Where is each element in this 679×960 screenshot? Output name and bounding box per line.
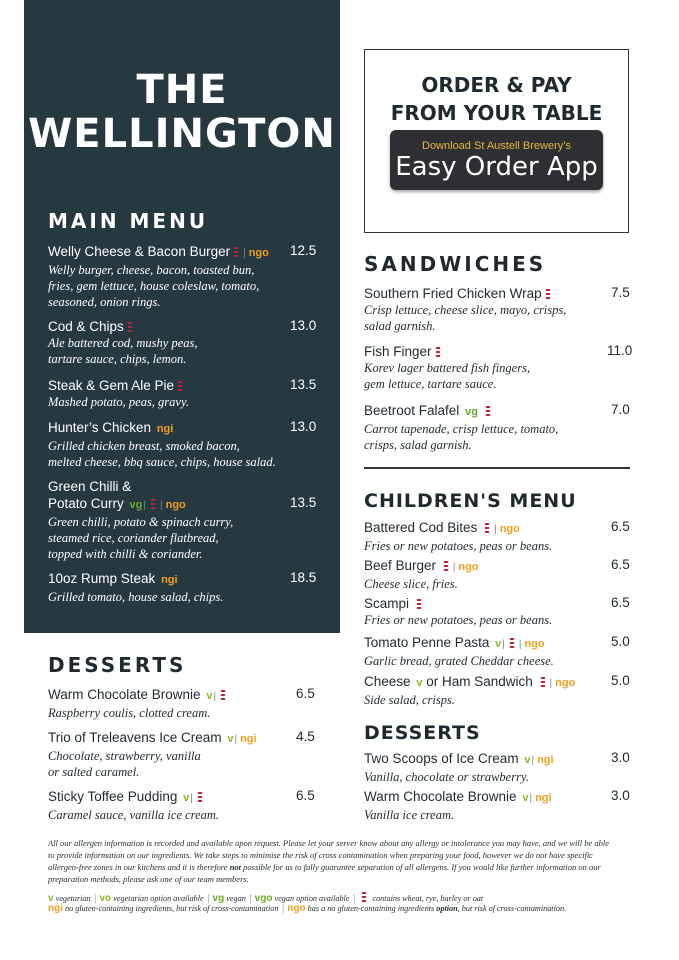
item-price: 6.5 (611, 595, 630, 610)
legend-text: has a no gluten-containing ingredients (307, 904, 437, 913)
wheat-icon (483, 522, 491, 533)
ngi-tag: ngi (240, 733, 257, 745)
allergen-text: to provide information on our ingredients. We take steps to minimise the risk of cross contamination when preparing your food, however we do not have specific (48, 850, 593, 860)
wheat-icon (232, 246, 240, 257)
legend-ngo: ngo (287, 903, 306, 914)
dietary-legend-row-2: ngi no gluten-containing ingredients, but risk of cross-contamination | ngo has a no gluten-containing ingredients option, but risk of cross-contamination. (48, 903, 567, 914)
menu-item: Battered Cod Bites | ngo Fries or new potatoes, peas or beans. (364, 519, 604, 554)
item-desc: Crisp lettuce, cheese slice, mayo, crisps, (364, 303, 567, 317)
allergen-notice (48, 837, 634, 885)
wheat-icon (126, 321, 134, 332)
section-divider (364, 467, 630, 469)
item-desc: Chocolate, strawberry, vanilla (48, 749, 201, 763)
v-tag: v (524, 754, 531, 766)
item-name: 10oz Rump Steak (48, 571, 156, 586)
menu-item: Sticky Toffee Pudding v| Caramel sauce, vanilla ice cream. (48, 788, 293, 823)
menu-item (364, 343, 604, 392)
item-name: Trio of Treleavens Ice Cream (48, 730, 222, 745)
menu-item: Beef Burger | ngo Cheese slice, fries. (364, 557, 604, 592)
wheat-icon (149, 498, 157, 509)
ngi-tag: ngi (156, 423, 174, 435)
menu-item (364, 285, 604, 334)
item-desc: crisps, salad garnish. (364, 438, 472, 452)
item-desc: Mashed potato, peas, gravy. (48, 395, 189, 409)
vg-tag: vg (129, 499, 143, 511)
menu-item (48, 377, 293, 410)
legend-text: vegetarian (55, 894, 91, 903)
v-tag: v (227, 733, 234, 745)
item-name: Two Scoops of Ice Cream (364, 751, 519, 766)
item-desc: Ale battered cod, mushy peas, (48, 336, 198, 350)
item-name: Fish Finger (364, 344, 432, 359)
wheat-icon (442, 560, 450, 571)
item-name: Warm Chocolate Brownie (364, 789, 517, 804)
menu-item: Warm Chocolate Brownie v| Raspberry coulis, clotted cream. (48, 686, 293, 721)
menu-item: Two Scoops of Ice Cream v| ngi Vanilla, chocolate or strawberry. (364, 750, 604, 785)
menu-item (48, 419, 293, 470)
wheat-icon (539, 676, 547, 687)
item-desc: or salted caramel. (48, 765, 140, 779)
v-tag: v (206, 690, 213, 702)
ngi-tag: ngi (161, 574, 178, 586)
wheat-icon (196, 791, 204, 802)
item-desc: Grilled tomato, house salad, chips. (48, 590, 224, 604)
brand-line-2: WELLINGTON (28, 111, 336, 157)
wheat-icon (176, 380, 184, 391)
dietary-legend-row-1: v vegetarian | vo vegetarian option available | vg vegan | vgo vegan option available | contains wheat, rye, barley or oat (48, 893, 484, 904)
v-tag: v (495, 638, 502, 650)
ngo-tag: ngo (165, 499, 186, 511)
ngo-tag: ngo (248, 247, 269, 259)
v-tag: v (183, 792, 190, 804)
allergen-text: All our allergen information is recorded and available upon request. Please let your server know about any allergy or intolerance you may have, and we will be able (48, 838, 609, 848)
legend-v: v (48, 893, 54, 904)
legend-vg: vg (212, 893, 225, 904)
item-name: Warm Chocolate Brownie (48, 687, 201, 702)
menu-item (364, 595, 604, 628)
item-desc: Green chilli, potato & spinach curry, (48, 515, 234, 529)
childrens-desserts-heading: DESSERTS (364, 722, 481, 744)
legend-text: vegan (226, 894, 246, 903)
ngi-tag: ngi (535, 792, 552, 804)
item-price: 11.0 (607, 343, 633, 358)
item-name: Cheese (364, 674, 411, 689)
wheat-icon (415, 598, 423, 609)
item-price: 13.5 (290, 377, 317, 392)
sandwiches-heading: SANDWICHES (364, 252, 547, 276)
item-name: Beef Burger (364, 558, 437, 573)
item-desc: Fries or new potatoes, peas or beans. (364, 613, 553, 627)
easy-order-app-button[interactable] (390, 130, 603, 190)
item-name: Battered Cod Bites (364, 520, 478, 535)
v-tag: v (522, 792, 529, 804)
item-desc: Korev lager battered fish fingers, (364, 361, 531, 375)
menu-item: Tomato Penne Pasta v| | ngo Garlic bread, grated Cheddar cheese. (364, 634, 604, 669)
item-desc: Raspberry coulis, clotted cream. (48, 706, 211, 720)
menu-item (48, 318, 293, 367)
ngo-tag: ngo (499, 523, 520, 535)
legend-text: vegan option available (274, 894, 350, 903)
legend-text: no gluten-containing ingredients, but risk of cross-contamination (65, 904, 279, 913)
item-name: Potato Curry (48, 496, 124, 511)
item-desc: topped with chilli & coriander. (48, 547, 203, 561)
restaurant-name (24, 68, 340, 156)
wheat-icon (484, 405, 492, 416)
legend-text-bold: option (436, 904, 458, 913)
app-download-text: Download St Austell Brewery’s (422, 140, 571, 152)
allergen-text: allergen-free zones in our kitchens and it is therefore (48, 862, 230, 872)
wheat-icon (434, 346, 442, 357)
childrens-menu-heading: CHILDREN'S MENU (364, 490, 577, 512)
item-name: Scampi (364, 596, 410, 611)
item-name: Sticky Toffee Pudding (48, 789, 178, 804)
menu-item: Cheese v or Ham Sandwich | ngo Side salad, crisps. (364, 673, 614, 708)
item-price: 7.0 (611, 402, 630, 417)
ngo-tag: ngo (458, 561, 479, 573)
menu-item: Warm Chocolate Brownie v| ngi Vanilla ice cream. (364, 788, 604, 823)
ngo-tag: ngo (524, 638, 545, 650)
item-name: Hunter’s Chicken (48, 420, 152, 435)
item-desc: Grilled chicken breast, smoked bacon, (48, 439, 240, 453)
item-name: Beetroot Falafel (364, 403, 460, 418)
item-price: 3.0 (611, 788, 630, 803)
order-line-1: ORDER & PAY (421, 73, 572, 97)
allergen-text-bold: not (229, 862, 242, 872)
allergen-text: possible for us to fully guarantee separation of all allergens. If you would like further information on our (241, 862, 601, 872)
item-desc: tartare sauce, chips, lemon. (48, 352, 187, 366)
menu-item: Welly Cheese & Bacon Burger | ngo Welly burger, cheese, bacon, toasted bun, fries, gem lettuce, house coleslaw, tomato, seasoned, onion rings. (48, 243, 293, 310)
legend-vgo: vgo (254, 893, 273, 904)
item-price: 6.5 (611, 519, 630, 534)
item-price: 13.5 (290, 495, 317, 510)
item-desc: Vanilla ice cream. (364, 808, 455, 822)
item-price: 7.5 (611, 285, 630, 300)
item-price: 6.5 (296, 788, 315, 803)
menu-item (48, 570, 293, 605)
item-price: 18.5 (290, 570, 317, 585)
item-price: 4.5 (296, 729, 315, 744)
wheat-icon (360, 891, 368, 902)
menu-item: Trio of Treleavens Ice Cream v| ngi Chocolate, strawberry, vanilla or salted caramel. (48, 729, 293, 780)
wheat-icon (219, 689, 227, 700)
item-desc: Welly burger, cheese, bacon, toasted bun, (48, 263, 255, 277)
item-name: or Ham Sandwich (426, 674, 533, 689)
item-desc: steamed rice, coriander flatbread, (48, 531, 219, 545)
legend-vo: vo (99, 893, 112, 904)
item-desc: seasoned, onion rings. (48, 295, 161, 309)
legend-text: contains wheat, rye, barley or oat (372, 894, 484, 903)
item-desc: gem lettuce, tartare sauce. (364, 377, 497, 391)
legend-ngi: ngi (48, 903, 63, 914)
item-desc: Carrot tapenade, crisp lettuce, tomato, (364, 422, 559, 436)
wheat-icon (508, 637, 516, 648)
menu-item: Green Chilli & Potato Curry vg| | ngo Green chilli, potato & spinach curry, steamed rice, coriander flatbread, topped with chilli & coriander. (48, 478, 293, 562)
item-price: 6.5 (296, 686, 315, 701)
wheat-icon (544, 288, 552, 299)
legend-text: vegetarian option available (113, 894, 204, 903)
vg-tag: vg (465, 406, 478, 418)
item-desc: Caramel sauce, vanilla ice cream. (48, 808, 220, 822)
order-app-box (364, 49, 629, 233)
item-name: Welly Cheese & Bacon Burger (48, 244, 231, 259)
item-name: Southern Fried Chicken Wrap (364, 286, 542, 301)
item-name: Cod & Chips (48, 319, 124, 334)
item-desc: melted cheese, bbq sauce, chips, house salad. (48, 455, 276, 469)
v-tag: v (416, 677, 423, 689)
item-price: 6.5 (611, 557, 630, 572)
menu-item (364, 402, 604, 453)
item-desc: salad garnish. (364, 319, 436, 333)
app-name: Easy Order App (395, 152, 598, 182)
item-price: 13.0 (290, 419, 317, 434)
item-name: Tomato Penne Pasta (364, 635, 490, 650)
item-price: 5.0 (611, 673, 630, 688)
order-line-2: FROM YOUR TABLE (390, 101, 603, 125)
item-desc: Garlic bread, grated Cheddar cheese. (364, 654, 554, 668)
item-price: 3.0 (611, 750, 630, 765)
allergen-text: preparation methods, please ask one of our team members. (48, 874, 249, 884)
item-desc: Fries or new potatoes, peas or beans. (364, 539, 553, 553)
item-price: 13.0 (290, 318, 317, 333)
item-name: Steak & Gem Ale Pie (48, 378, 175, 393)
brand-line-1: THE (136, 67, 228, 113)
item-price: 12.5 (290, 243, 317, 258)
item-desc: Cheese slice, fries. (364, 577, 458, 591)
main-menu-heading: MAIN MENU (48, 209, 209, 233)
desserts-heading: DESSERTS (48, 653, 187, 677)
legend-text: , but risk of cross-contamination. (457, 904, 567, 913)
ngi-tag: ngi (537, 754, 554, 766)
ngo-tag: ngo (555, 677, 576, 689)
item-desc: fries, gem lettuce, house coleslaw, tomato, (48, 279, 260, 293)
item-desc: Side salad, crisps. (364, 693, 455, 707)
item-name: Green Chilli & (48, 479, 132, 494)
item-desc: Vanilla, chocolate or strawberry. (364, 770, 529, 784)
item-price: 5.0 (611, 634, 630, 649)
